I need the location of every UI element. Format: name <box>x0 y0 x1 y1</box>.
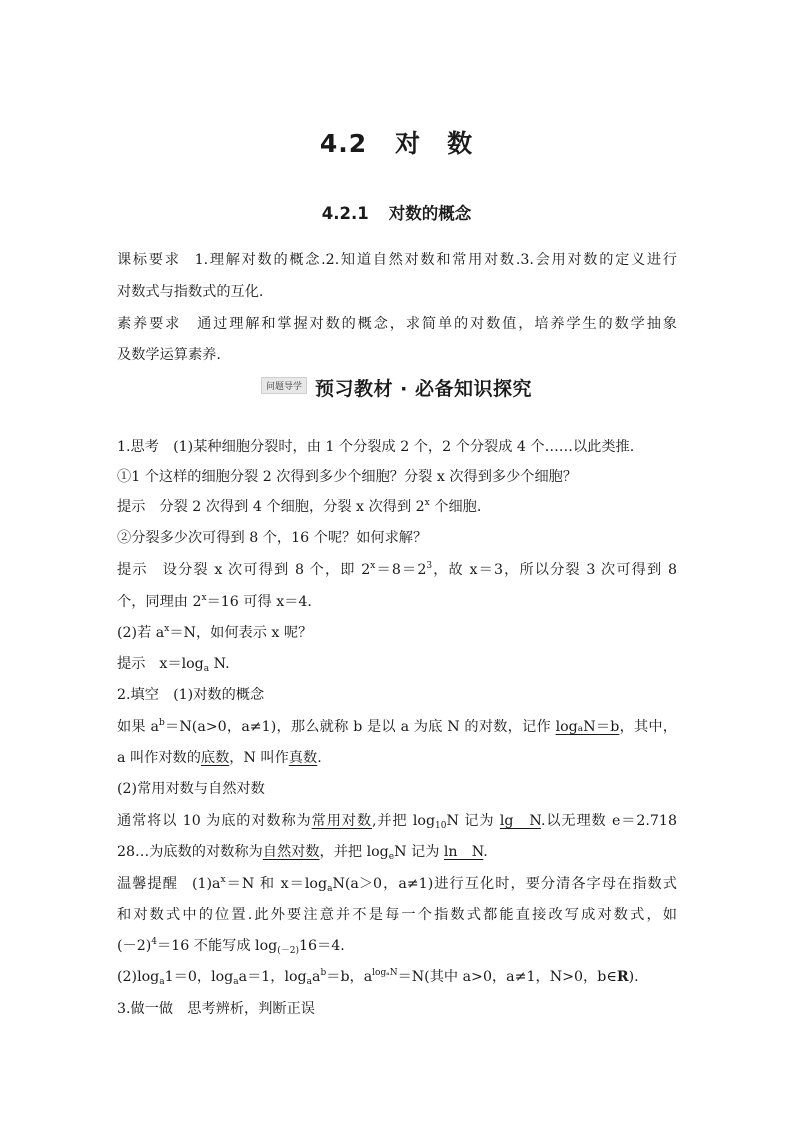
question-1a: ①1 个这样的细胞分裂 2 次得到多少个细胞？分裂 x 次得到多少个细胞？ <box>117 469 578 485</box>
hint-1: 提示 分裂 2 次得到 4 个细胞，分裂 x 次得到 2$^x$ 个细胞. <box>117 498 482 515</box>
tip-line2: 和对数式中的位置.此外要注意并不是每一个指数式都能直接改写成对数式，如 <box>117 907 677 923</box>
literacy-requirement-line2: 及数学运算素养. <box>117 347 221 363</box>
tip-line4: $(2)\log_a1=0$，$\log_aa=1$，$\log_aa^b=b$，$a^{log_aN}=N$(其中 a>0，a≠1，N>0，b∈R). <box>117 968 639 987</box>
fill-in-title: 2.填空 (1)对数的概念 <box>117 687 265 703</box>
title-text: 对 数 <box>395 129 474 158</box>
common-log-line1: 通常将以 10 为底的对数称为常用对数,并把 $\log_{10}N$ 记为 lg N.以无理数 e＝2.718 <box>117 813 677 831</box>
answer-antilog: 真数 <box>288 750 318 766</box>
question-1: 1.思考 (1)某种细胞分裂时，由 1 个分裂成 2 个，2 个分裂成 4 个……以此类推. <box>117 439 635 455</box>
definition-line2: a 叫作对数的底数，N 叫作真数. <box>117 750 322 766</box>
definition-line1: 如果 $a^b=N(a>0$，a≠1)，那么就称 b 是以 a 为底 N 的对数，记作 logₐN＝b，其中， <box>117 718 677 735</box>
tip-line1: 温馨提醒 $(1)a^x=N$ 和 $x=\log_aN(a>0$，a≠1)进行互化时，要分清各字母在指数式 <box>117 875 677 894</box>
question-2: (2)若 $a^x=N$，如何表示 x 呢？ <box>117 624 313 641</box>
answer-natural-log: 自然对数 <box>262 844 320 860</box>
question-1b: ②分裂多少次可得到 8 个，16 个呢？如何求解？ <box>117 530 428 546</box>
tip-line3: $(-2)^4=16$ 不能写成 $\log_{(-2)}16=4$. <box>117 937 345 956</box>
hint-3: 提示 $x=\log_a$ N. <box>117 656 230 674</box>
section-tag: 问题导学 <box>261 377 307 394</box>
subtitle-number: 4.2.1 <box>321 204 369 223</box>
tip-label: 温馨提醒 <box>117 876 178 892</box>
hint-label: 提示 <box>117 499 146 515</box>
common-log-line2: 28…为底数的对数称为自然对数，并把 $\log_eN$ 记为 ln N. <box>117 844 488 862</box>
answer-ln: ln N <box>443 844 484 860</box>
answer-log-definition: logₐN＝b <box>555 719 620 735</box>
common-natural-title: (2)常用对数与自然对数 <box>117 781 265 797</box>
page-title <box>0 124 793 160</box>
hint-2-line1: 提示 设分裂 x 次可得到 8 个，即 $2^x=8=2^3$，故 x＝3，所以分裂 3 次可得到 8 <box>117 561 677 578</box>
curriculum-label: 课标要求 <box>117 252 181 268</box>
answer-common-log: 常用对数 <box>311 813 372 829</box>
answer-base: 底数 <box>200 750 230 766</box>
section-title: 预习教材 · 必备知识探究 <box>315 378 532 400</box>
hint-label: 提示 <box>117 656 146 672</box>
literacy-label: 素养要求 <box>117 316 182 332</box>
practice-title: 3.做一做 思考辨析，判断正误 <box>117 1001 315 1017</box>
section-subtitle <box>0 200 793 224</box>
title-number: 4.2 <box>319 129 368 158</box>
curriculum-requirement-line1: 课标要求 1.理解对数的概念.2.知道自然对数和常用对数.3.会用对数的定义进行 <box>117 252 677 268</box>
hint-label: 提示 <box>117 562 148 578</box>
subtitle-text: 对数的概念 <box>388 204 472 223</box>
curriculum-requirement-line2: 对数式与指数式的互化. <box>117 284 264 300</box>
section-header <box>0 374 793 401</box>
hint-2-line2: 个，同理由 $2^x=16$ 可得 x＝4. <box>117 593 312 610</box>
literacy-requirement-line1: 素养要求 通过理解和掌握对数的概念，求简单的对数值，培养学生的数学抽象 <box>117 316 677 332</box>
answer-lg: lg N <box>499 813 541 829</box>
